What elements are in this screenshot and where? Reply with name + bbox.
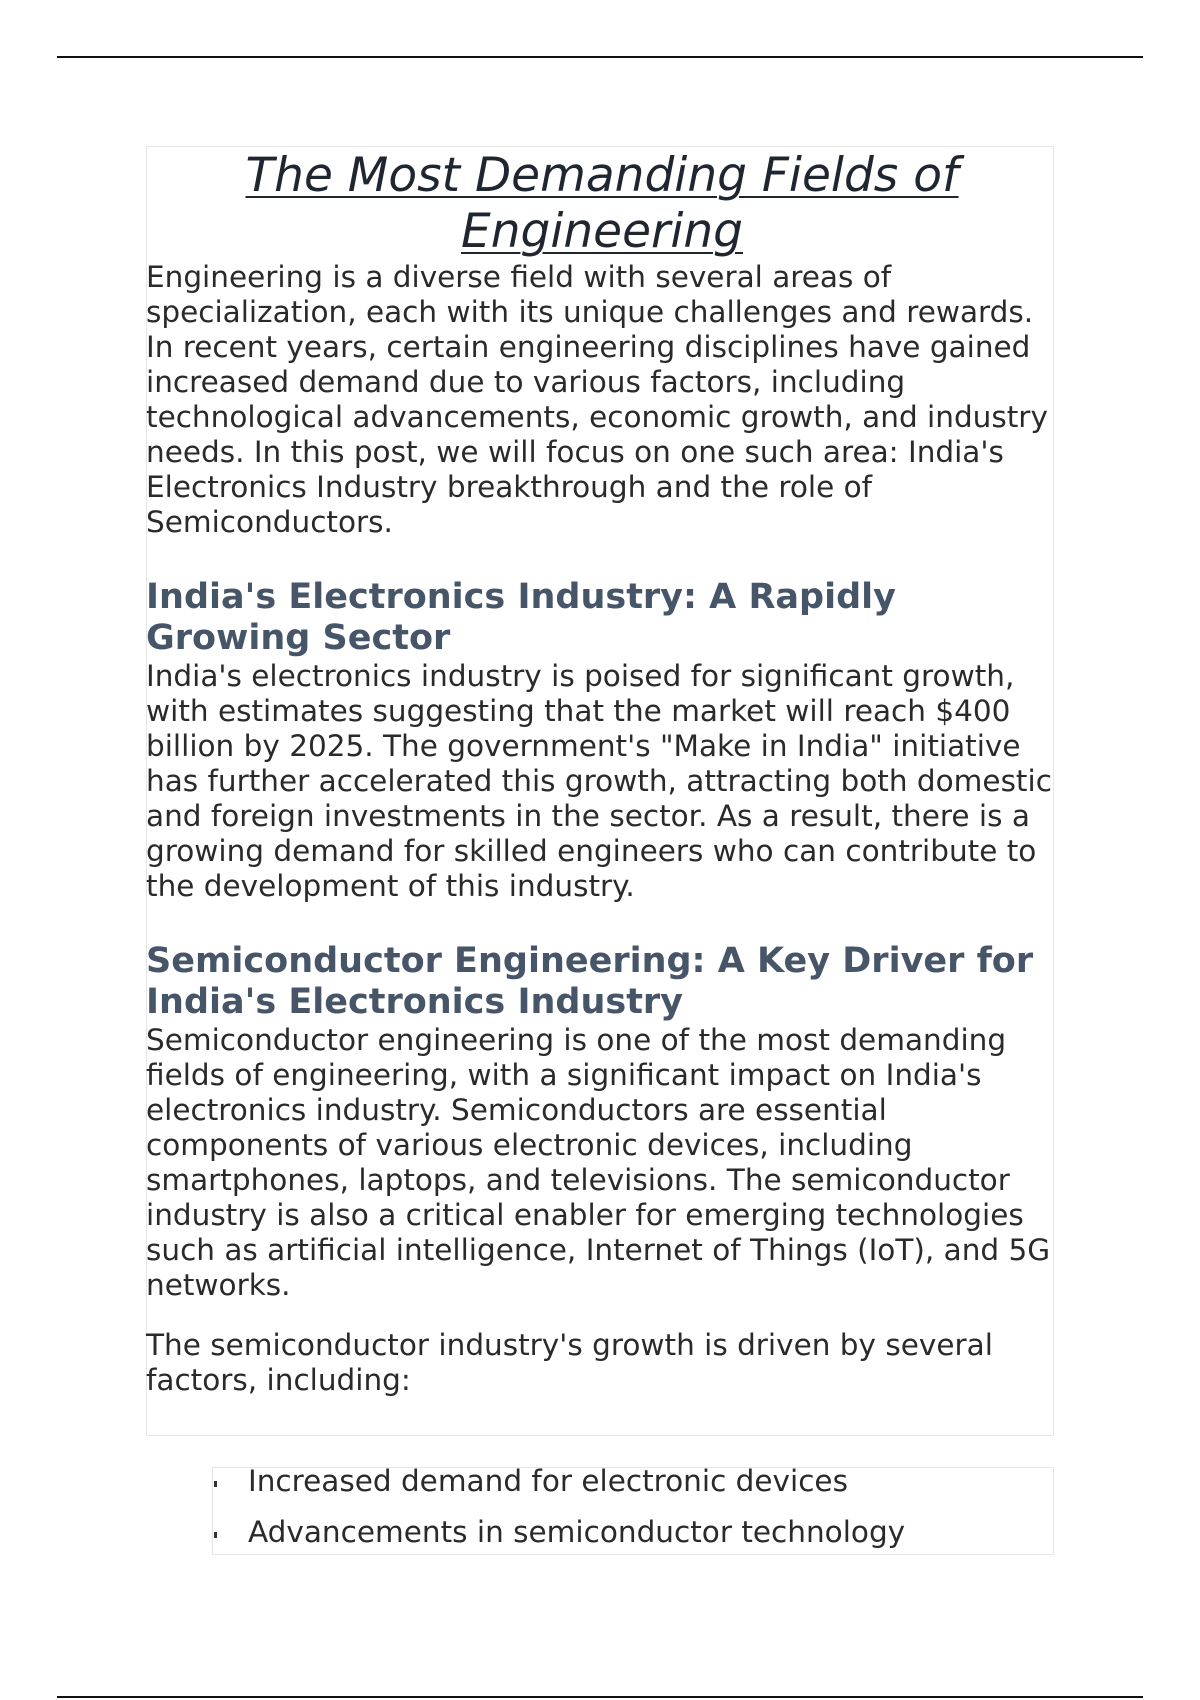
list-item-text: Increased demand for electronic devices: [248, 1464, 848, 1498]
intro-paragraph: Engineering is a diverse field with several areas of specialization, each with its unique challenges and rewards. In recent years, certain engineering disciplines have gained increased demand due to various factors, including technological advancements, economic growth, and industry needs. In this post, we will focus on one such area: India's Electronics Industry breakthrough and the role of Semiconductors.: [146, 260, 1048, 539]
list-item-text: Advancements in semiconductor technology: [248, 1515, 906, 1549]
list-item: [212, 1515, 1054, 1550]
section-paragraph-semiconductor: Semiconductor engineering is one of the most demanding fields of engineering, with a significant impact on India's electronics industry. Semiconductors are essential components of various electronic devices, including smartphones, laptops, and televisions. The semiconductor industry is also a critical enabler for emerging technologies such as artificial intelligence, Internet of Things (IoT), and 5G networks.: [146, 1023, 1051, 1302]
page-title-text: The Most Demanding Fields of Engineering: [245, 148, 959, 259]
page-title: [146, 146, 1058, 260]
page-bottom-rule: [57, 1696, 1143, 1698]
list-item: [212, 1464, 1054, 1499]
article-body: [146, 146, 1058, 1398]
bullet-icon: [214, 1532, 217, 1538]
section-paragraph-electronics: India's electronics industry is poised for significant growth, with estimates suggesting that the market will reach $400 billion by 2025. The government's "Make in India" initiative has further accelerated this growth, attracting both domestic and foreign investments in the sector. As a result, there is a growing demand for skilled engineers who can contribute to the development of this industry.: [146, 659, 1052, 903]
section-heading-electronics: India's Electronics Industry: A Rapidly Growing Sector: [146, 577, 896, 658]
section-heading-semiconductor: Semiconductor Engineering: A Key Driver for India's Electronics Industry: [146, 941, 1034, 1022]
page-top-rule: [57, 56, 1143, 58]
growth-factors-list: [212, 1464, 1054, 1566]
bullet-icon: [214, 1481, 217, 1487]
section-paragraph-growth-factors: The semiconductor industry's growth is driven by several factors, including:: [146, 1328, 993, 1397]
